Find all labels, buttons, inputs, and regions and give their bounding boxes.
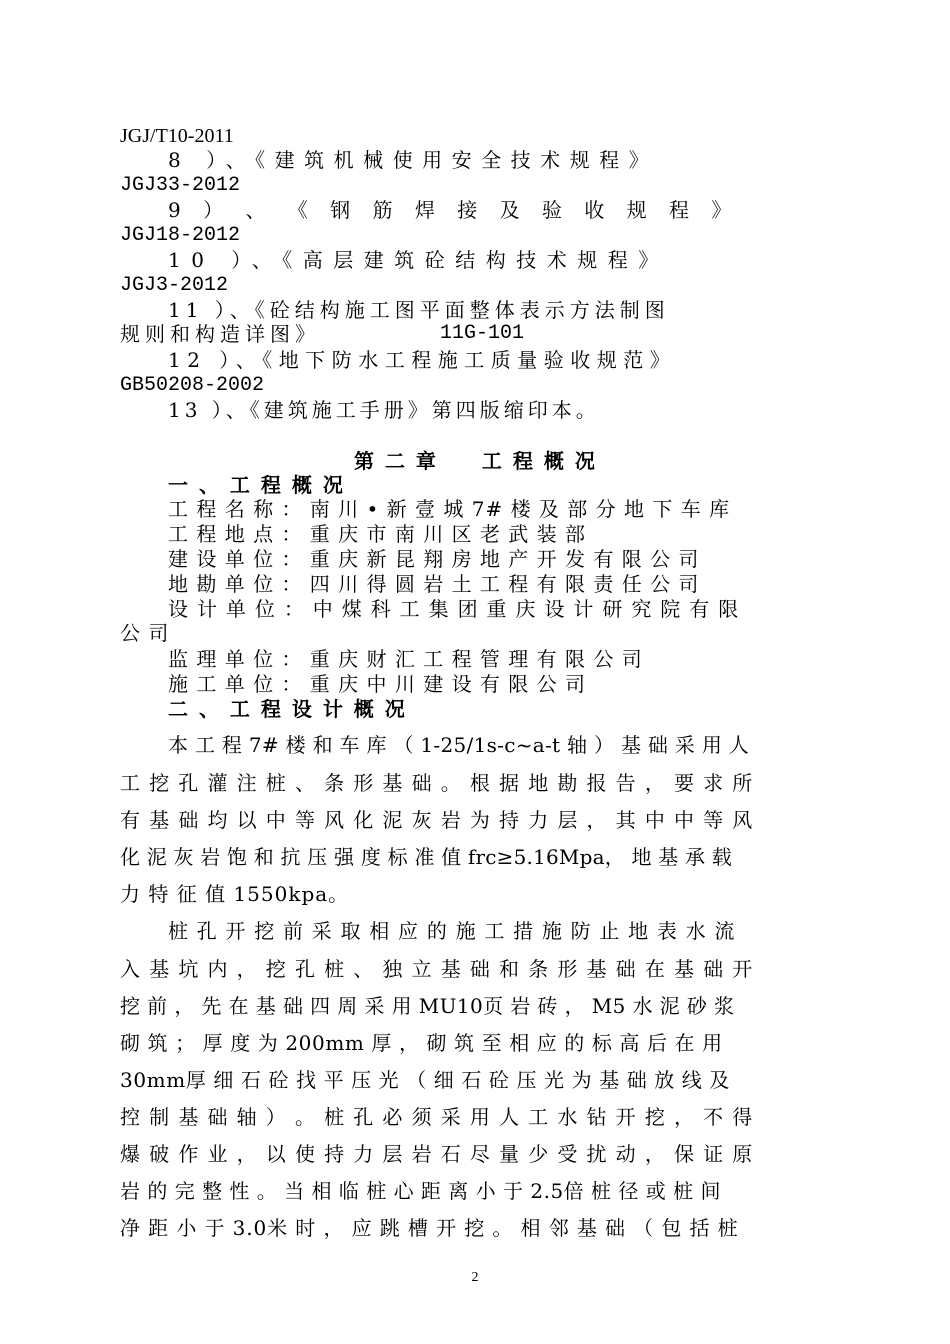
reference-10-code: JGJ3-2012 bbox=[120, 274, 229, 297]
reference-12-code: GB50208-2002 bbox=[120, 374, 265, 397]
construction-company: 施 工 单 位 ： 重 庆 中 川 建 设 有 限 公 司 bbox=[168, 672, 587, 696]
reference-8-code: JGJ33-2012 bbox=[120, 174, 241, 197]
project-name: 工 程 名 称 ： 南 川 • 新 壹 城 7# 楼 及 部 分 地 下 车 库 bbox=[168, 497, 731, 521]
reference-9-title: 9 ） 、 《 钢 筋 焊 接 及 验 收 规 程 》 bbox=[168, 198, 740, 222]
design-company-line2: 公 司 bbox=[120, 621, 170, 645]
reference-11-code: 11G-101 bbox=[440, 322, 525, 345]
section-2-title: 二 、 工 程 设 计 概 况 bbox=[168, 697, 407, 721]
paragraph-2-line3: 挖 前 ， 先 在 基 础 四 周 采 用 MU10页 岩 砖 ， M5 水 泥 砂 浆 bbox=[120, 994, 735, 1018]
paragraph-2-line8: 岩 的 完 整 性 。 当 相 临 桩 心 距 离 小 于 2.5倍 桩 径 或 桩 间 bbox=[120, 1179, 721, 1203]
paragraph-1-line3: 有 基 础 均 以 中 等 风 化 泥 灰 岩 为 持 力 层 ， 其 中 中 等 风 bbox=[120, 808, 754, 832]
reference-10-title: 10 ）、《高层建筑砼结构技术规程》 bbox=[168, 248, 669, 272]
standard-code-top: JGJ/T10-2011 bbox=[120, 125, 234, 147]
design-company-line1: 设 计 单 位 ： 中 煤 科 工 集 团 重 庆 设 计 研 究 院 有 限 bbox=[168, 597, 740, 621]
paragraph-2-line5: 30mm厚 细 石 砼 找 平 压 光 （ 细 石 砼 压 光 为 基 础 放 线 及 bbox=[120, 1068, 730, 1092]
construction-owner: 建 设 单 位 ： 重 庆 新 昆 翔 房 地 产 开 发 有 限 公 司 bbox=[168, 547, 700, 571]
page-number: 2 bbox=[471, 1270, 479, 1285]
section-1-title: 一 、 工 程 概 况 bbox=[168, 473, 345, 497]
paragraph-2-line7: 爆 破 作 业 ， 以 使 持 力 层 岩 石 尽 量 少 受 扰 动 ， 保 证 原 bbox=[120, 1142, 754, 1166]
reference-13: 13 ）、《建筑施工手册》第四版缩印本。 bbox=[168, 398, 600, 422]
survey-company: 地 勘 单 位 ： 四 川 得 圆 岩 土 工 程 有 限 责 任 公 司 bbox=[168, 572, 700, 596]
reference-11-title-line1: 11 ）、《砼结构施工图平面整体表示方法制图 bbox=[168, 298, 670, 322]
paragraph-2-line9: 净 距 小 于 3.0米 时 ， 应 跳 槽 开 挖 。 相 邻 基 础 （ 包 括 桩 bbox=[120, 1216, 739, 1240]
reference-12-title: 12 ）、《地下防水工程施工质量验收规范》 bbox=[168, 348, 677, 372]
paragraph-2-line1: 桩 孔 开 挖 前 采 取 相 应 的 施 工 措 施 防 止 地 表 水 流 bbox=[168, 919, 736, 943]
reference-11-title-line2: 规则和构造详图》 bbox=[120, 322, 320, 346]
paragraph-1-line4: 化 泥 灰 岩 饱 和 抗 压 强 度 标 准 值 frc≥5.16Mpa， 地 基 承 载 bbox=[120, 845, 732, 869]
paragraph-1-line5: 力 特 征 值 1550kpa。 bbox=[120, 882, 350, 906]
chapter-title: 第 二 章 工 程 概 况 bbox=[354, 449, 597, 473]
paragraph-1-line2: 工 挖 孔 灌 注 桩 、 条 形 基 础 。 根 据 地 勘 报 告 ， 要 求 所 bbox=[120, 771, 754, 795]
supervision-company: 监 理 单 位 ： 重 庆 财 汇 工 程 管 理 有 限 公 司 bbox=[168, 647, 643, 671]
project-location: 工 程 地 点 ： 重 庆 市 南 川 区 老 武 装 部 bbox=[168, 522, 587, 546]
reference-9-code: JGJ18-2012 bbox=[120, 224, 241, 247]
paragraph-2-line4: 砌 筑 ； 厚 度 为 200mm 厚 ， 砌 筑 至 相 应 的 标 高 后 在 用 bbox=[120, 1031, 723, 1055]
paragraph-2-line2: 入 基 坑 内 ， 挖 孔 桩 、 独 立 基 础 和 条 形 基 础 在 基 础 开 bbox=[120, 957, 754, 981]
paragraph-1-line1: 本 工 程 7# 楼 和 车 库 （ 1-25/1s-c~a-t 轴 ） 基 础 采 用 人 bbox=[168, 733, 750, 757]
reference-8-title: 8 ）、《建筑机械使用安全技术规程》 bbox=[168, 148, 659, 172]
paragraph-2-line6: 控 制 基 础 轴 ） 。 桩 孔 必 须 采 用 人 工 水 钻 开 挖 ， 不 得 bbox=[120, 1105, 754, 1129]
